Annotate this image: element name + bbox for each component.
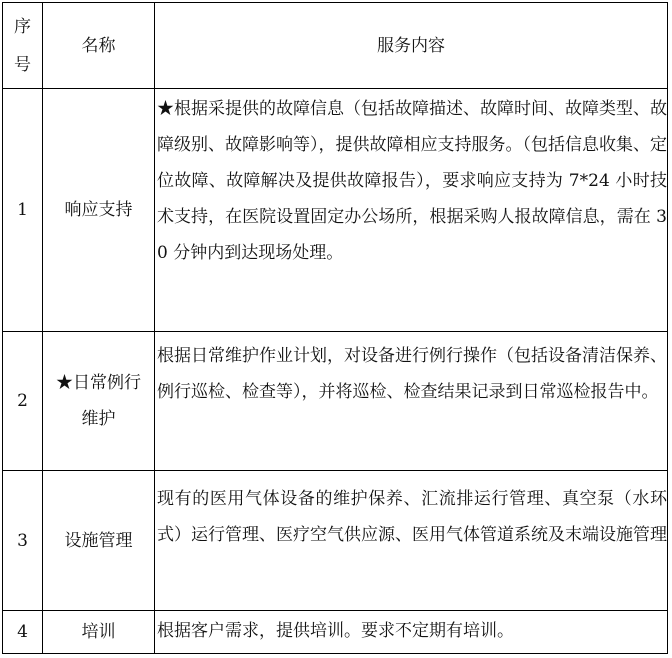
row-name-label: 设施管理	[64, 530, 133, 551]
row-seq-number: 4	[17, 622, 28, 642]
header-name	[43, 3, 154, 88]
header-name-label: 名称	[81, 35, 116, 56]
header-seq	[3, 3, 42, 88]
service-table	[2, 2, 668, 654]
row-2-name	[43, 332, 154, 470]
header-content-label: 服务内容	[377, 35, 445, 56]
row-name-label: 培训	[81, 622, 116, 642]
row-name-label-line1: ★日常例行	[56, 373, 141, 393]
row-4-seq	[3, 611, 42, 653]
row-1-name	[43, 89, 154, 331]
header-content	[155, 3, 667, 88]
row-4-name	[43, 611, 154, 653]
header-seq-line2: 号	[14, 54, 31, 75]
row-name-label: 响应支持	[64, 200, 133, 220]
row-2-seq	[3, 332, 42, 470]
row-1-seq	[3, 89, 42, 331]
row-seq-number: 2	[17, 391, 28, 411]
row-4-content: 根据客户需求，提供培训。要求不定期有培训。	[157, 621, 514, 641]
row-3-content: 现有的医用气体设备的维护保养、汇流排运行管理、真空泵（水环式）运行管理、医疗空气供应源、医用气体管道系统及末端设施管理	[157, 489, 667, 545]
row-name-label-line2: 维护	[81, 409, 116, 429]
row-seq-number: 3	[17, 530, 28, 551]
row-1-content: ★根据采提供的故障信息（包括故障描述、故障时间、故障类型、故障级别、故障影响等），提供故障相应支持服务。（包括信息收集、定位故障、故障解决及提供故障报告），要求响应支持为 7*24 小时技术支持，在医院设置固定办公场所，根据采购人报故障信息，需在 30 分钟内到达现场处理。	[157, 99, 667, 263]
row-seq-number: 1	[17, 200, 28, 220]
row-2-content: 根据日常维护作业计划，对设备进行例行操作（包括设备清洁保养、例行巡检、检查等），并将巡检、检查结果记录到日常巡检报告中。	[157, 346, 667, 402]
row-3-seq	[3, 471, 42, 610]
row-3-name	[43, 471, 154, 610]
header-seq-line1: 序	[14, 16, 31, 37]
